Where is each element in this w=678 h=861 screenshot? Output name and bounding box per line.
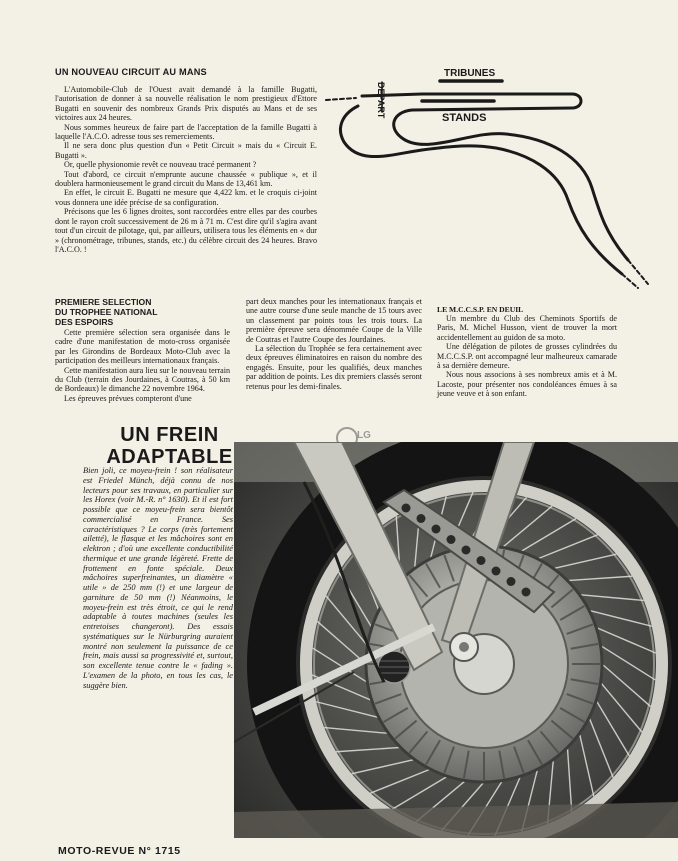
paragraph: Un membre du Club des Cheminots Sportifs de Paris, M. Michel Husson, vient de trouver la mort accidentellement au guidon de sa moto.	[437, 314, 617, 342]
paragraph: L'Automobile-Club de l'Ouest avait demandé à la famille Bugatti, l'autorisation de donner à sa nouvelle réalisation le nom prestigieux d'Ettore Bugatti en souvenir des nombreux Grands Prix disputés au Mans et de ses victoires aux 24 heures.	[55, 85, 317, 123]
paragraph: Cette manifestation aura lieu sur le nouveau terrain du Club (terrain des Jourdaines, à Coutras, à 50 km de Bordeaux) le dimanche 22 novembre 1964.	[55, 365, 230, 394]
frein-heading	[92, 424, 247, 468]
paragraph: En effet, le circuit E. Bugatti ne mesure que 4,422 km. et le croquis ci-joint vous donnera une idée précise de sa configuration.	[55, 188, 317, 207]
page-footer: MOTO-REVUE N° 1715	[58, 845, 181, 857]
circuit-map-sketch	[322, 38, 670, 290]
heading-line: UN FREIN	[120, 424, 219, 446]
mccsp-article-body	[437, 314, 617, 399]
paragraph: Or, quelle physionomie revêt ce nouveau tracé permanent ?	[64, 160, 257, 170]
paragraph: Tout d'abord, ce circuit n'emprunte aucune chaussée « publique », et il doublera harmonieusement le grand circuit du Mans de 13,461 km.	[55, 169, 317, 189]
frein-article-body	[83, 466, 233, 690]
paragraph: La sélection du Trophée se fera certainement avec deux épreuves éliminatoires en raison du nombre des engagés. Ensuite, pour les qualifiés, deux manches par addition de points. Les dix premiers classés seront retenus pour les demi-finales.	[246, 344, 422, 391]
paragraph: Il ne sera donc plus question d'un « Petit Circuit » mais du « Circuit E. Bugatti ».	[55, 141, 317, 160]
mccsp-heading: LE M.C.C.S.P. EN DEUIL	[437, 305, 524, 314]
circuit-article-body	[55, 85, 317, 254]
paragraph: Nous sommes heureux de faire part de l'acceptation de la famille Bugatti à laquelle l'A.C.O. adresse tous ses remerciements.	[55, 122, 317, 142]
espoirs-heading	[55, 297, 225, 327]
heading-line: DES ESPOIRS	[55, 317, 114, 327]
heading-line: PREMIERE SELECTION	[55, 297, 152, 307]
heading-line: DU TROPHEE NATIONAL	[55, 307, 158, 317]
espoirs-article-column-2	[246, 297, 422, 391]
heading-line: ADAPTABLE	[106, 446, 233, 468]
circuit-heading: UN NOUVEAU CIRCUIT AU MANS	[55, 67, 207, 77]
brake-hub-photo	[234, 442, 678, 838]
map-label-tribunes: TRIBUNES	[444, 68, 496, 79]
map-label-stands: STANDS	[442, 112, 487, 124]
paragraph: Précisons que les 6 lignes droites, sont raccordées entre elles par des courbes dont le rayon croît successivement de 26 m à 71 m. C'est dire qu'il s'agira avant tout d'un circuit de pilotage, qui, par ailleurs, utilisera tous les éléments en « dur » (chronométrage, tribunes, stands, etc.) du célèbre circuit des 24 heures. Bravo l'A.C.O. !	[55, 207, 317, 254]
paragraph: Nous nous associons à ses nombreux amis et à M. Lacoste, pour présenter nos condoléances émues à sa jeune veuve et à son enfant.	[437, 370, 617, 399]
watermark-line-1: LG	[357, 430, 371, 441]
espoirs-article-column-1	[55, 328, 230, 403]
paragraph: Les épreuves prévues compteront d'une	[64, 393, 192, 403]
map-label-depart: DEPART	[376, 82, 386, 119]
paragraph: Cette première sélection sera organisée dans le cadre d'une manifestation de moto-cross organisée par les Girondins de Bordeaux Moto-Club avec la participation des meilleurs internationaux français.	[55, 328, 230, 366]
paragraph: Une délégation de pilotes de grosses cylindrées du M.C.C.S.P. ont accompagné leur malheureux camarade à sa dernière demeure.	[437, 342, 617, 371]
paragraph: part deux manches pour les internationaux français et une autre course d'une seule manche de 15 tours avec un classement par points tous les trois tours. La première épreuve sera dénommée Coupe de la Ville de Coutras et l'autre Coupe des Jourdaines.	[246, 297, 422, 344]
paragraph: Bien joli, ce moyeu-frein ! son réalisateur est Friedel Münch, déjà connu de nos lecteurs pour ses travaux, en particulier sur les Horex (voir M.-R. n° 1630). Et il est fort possible que ce moyeu-frein sera bientôt commercialisé en France. Ses caractéristiques ? Le corps (très fortement ailetté), le flasque et les mâchoires sont en elektron ; d'où une excellente conductibilité thermique et une grande légèreté. Frette de frottement en fonte spéciale. Deux mâchoires superfreinantes, un diamètre « utile » de 250 mm (!) et une largeur de garniture de 50 mm (!) Néanmoins, le moyeu-frein est très étroit, ce qui le rend adaptable à toutes machines (seules les entretoises changeront). Des essais systématiques sur le Nürburgring auraient montré non seulement la puissance de ce frein, mais aussi sa progressivité et, surtout, son excellente tenue contre le « fading ». L'examen de la photo, en tous les cas, le suggère bien.	[83, 466, 233, 690]
